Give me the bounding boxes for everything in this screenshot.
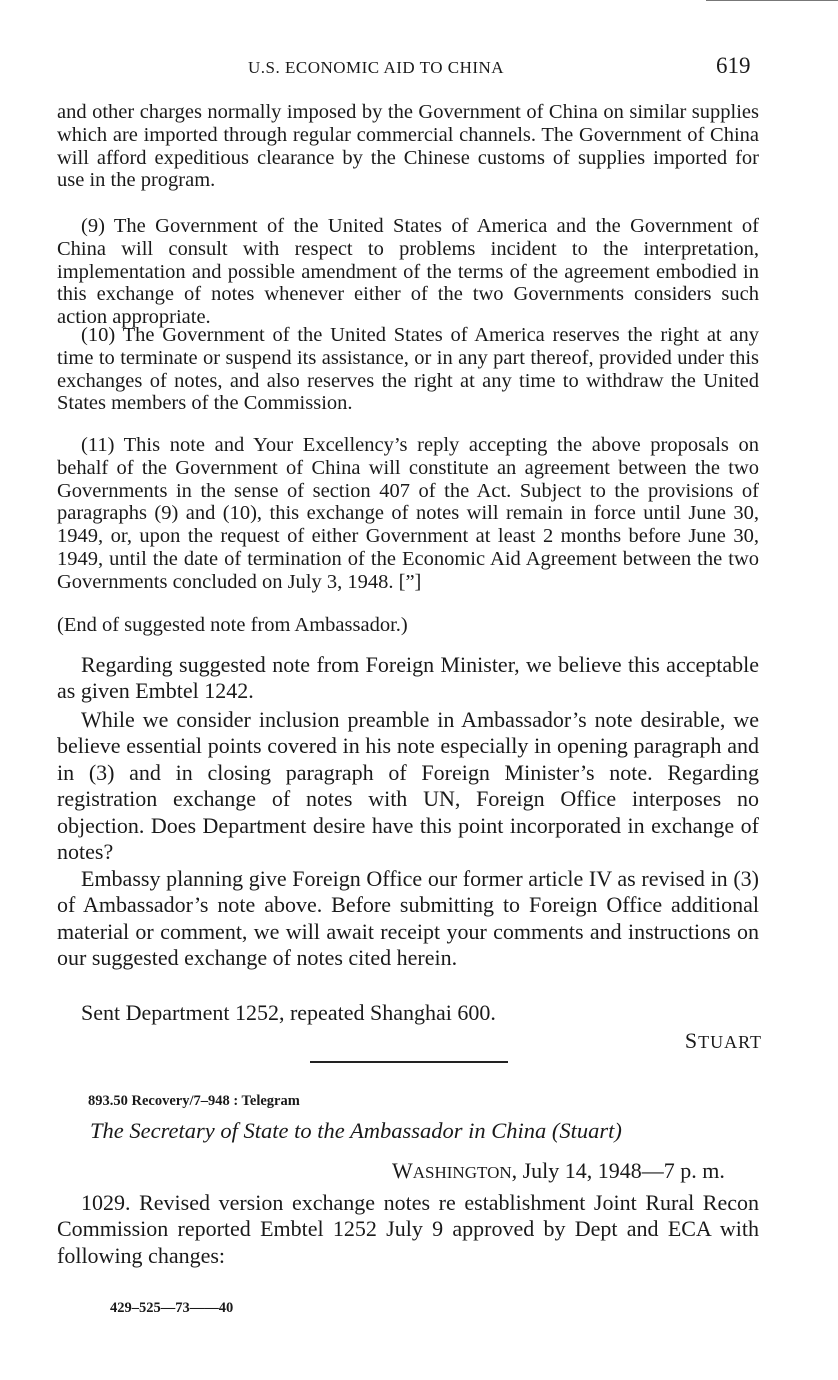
signature-rest: TUART [698,1032,762,1052]
paragraph-continuation: and other charges normally imposed by the Government of China on similar supplies which are imported through regular commercial channels. The Government of China will afford expeditious clearance by the Chinese customs of supplies imported for use in the program. [57,101,759,192]
running-title: U.S. ECONOMIC AID TO CHINA [248,58,505,77]
page-number: 619 [716,53,751,78]
top-edge-rule [706,0,838,1]
signature [685,1028,762,1054]
paragraph-10: (10) The Government of the United States of America reserves the right at any time to terminate or suspend its assistance, or in any part thereof, provided under this exchanges of notes, and also reserves the right at any time to withdraw the United States members of the Commission. [57,324,759,415]
section-divider [310,1061,508,1063]
paragraph-regarding: Regarding suggested note from Foreign Minister, we believe this acceptable as given Embtel 1242. [57,652,759,704]
dateline-date: , July 14, 1948—7 p. m. [511,1158,725,1183]
dateline [392,1158,725,1184]
telegram-title: The Secretary of State to the Ambassador in China (Stuart) [90,1118,622,1143]
end-of-note-line: (End of suggested note from Ambassador.) [57,614,408,636]
paragraph-1029: 1029. Revised version exchange notes re establishment Joint Rural Recon Commission reported Embtel 1252 July 9 approved by Dept and ECA with following changes: [57,1190,759,1268]
paragraph-11: (11) This note and Your Excellency’s reply accepting the above proposals on behalf of the Government of China will constitute an agreement between the two Governments in the sense of section 407 of the Act. Subject to the provisions of paragraphs (9) and (10), this exchange of notes will remain in force until June 30, 1949, or, upon the request of either Government at least 2 months before June 30, 1949, until the date of termination of the Economic Aid Agreement between the two Governments concluded on July 3, 1948. [”] [57,434,759,593]
paragraph-sent: Sent Department 1252, repeated Shanghai 600. [81,1000,496,1025]
paragraph-embassy: Embassy planning give Foreign Office our former article IV as revised in (3) of Ambassador’s note above. Before submitting to Foreign Office additional material or comment, we will await receipt your comments and instructions on our suggested exchange of notes cited herein. [57,866,759,971]
file-reference: 893.50 Recovery/7–948 : Telegram [88,1093,300,1109]
signature-initial: S [684,1028,699,1053]
paragraph-while: While we consider inclusion preamble in Ambassador’s note desirable, we believe essential points covered in his note especially in opening paragraph and in (3) and in closing paragraph of Foreign Minister’s note. Regarding registration exchange of notes with UN, Foreign Office interposes no objection. Does Department desire have this point incorporated in exchange of notes? [57,707,759,865]
print-code: 429–525—73——40 [110,1300,234,1316]
paragraph-9: (9) The Government of the United States of America and the Government of China will consult with respect to problems incident to the interpretation, implementation and possible amendment of the terms of the agreement embodied in this exchange of notes whenever either of the two Governments considers such action appropriate. [57,215,759,329]
dateline-initial: W [392,1158,413,1183]
dateline-city: ASHINGTON [412,1163,512,1182]
